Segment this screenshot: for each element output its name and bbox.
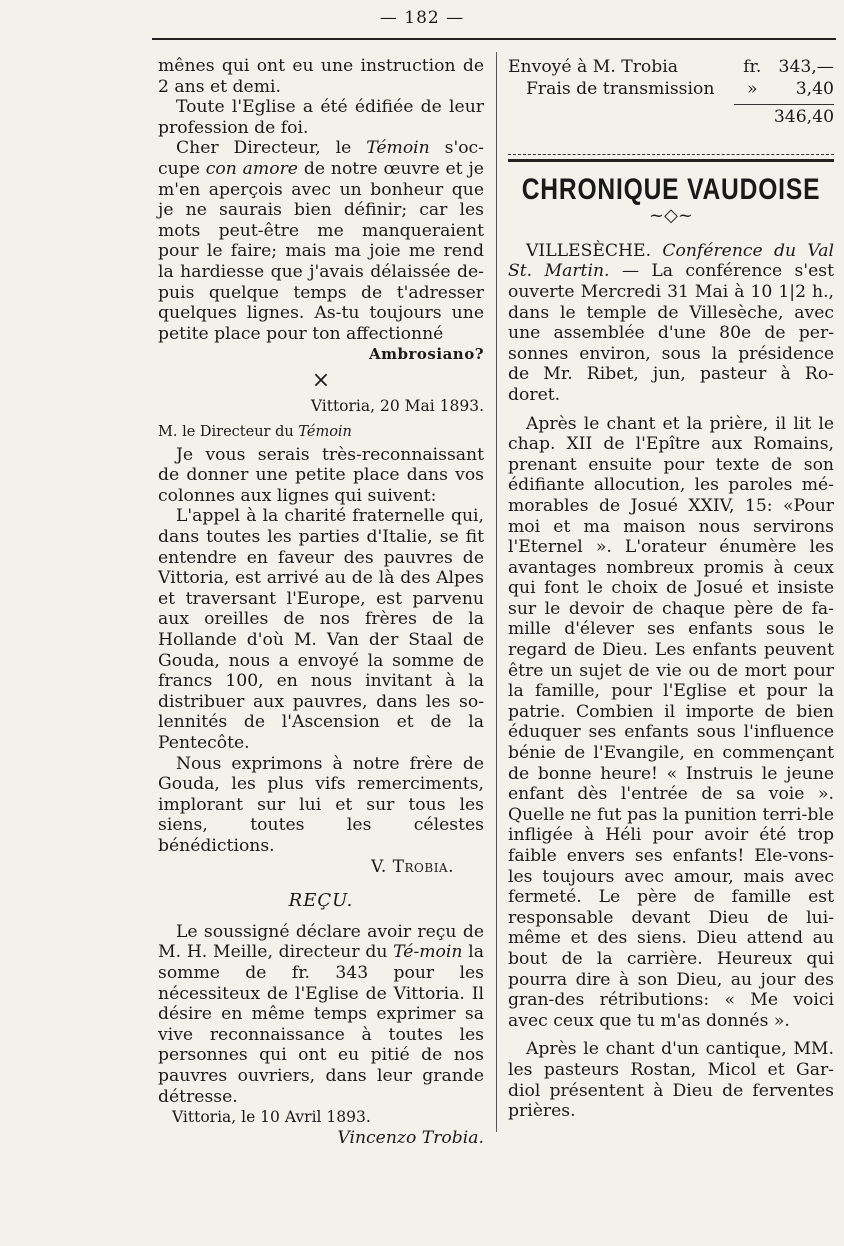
right-column [508, 56, 834, 1122]
ledger-amount: 343,— [778, 57, 834, 77]
paragraph-thanks: Nous exprimons à notre frère de Gouda, les plus vifs remerciments, implorant sur lui et sur tous les siens, toutes les célestes bénédictions. [158, 753, 484, 856]
address-emphasis: Témoin [298, 424, 352, 441]
paragraph-villeseche [508, 241, 834, 406]
ledger-row [508, 78, 834, 100]
column-divider [496, 52, 497, 1132]
signature-trobia: V. Trobia. [371, 856, 454, 877]
dashed-separator [508, 154, 834, 155]
ledger-label: Frais de transmission [526, 79, 715, 99]
spacer [508, 1031, 834, 1039]
paragraph-continuation: mênes qui ont eu une instruction de 2 ans et demi. [158, 56, 484, 97]
conference-title: Conférence du Val St. Martin. [508, 240, 834, 282]
paragraph-request: Je vous serais très-reconnaissant de donner une petite place dans vos colonnes aux lignes qui suivent: [158, 444, 484, 506]
letter-emphasis-con-amore: con amore [205, 158, 298, 179]
receipt-emphasis: Té-moin [393, 942, 463, 963]
receipt-text-b: la somme de fr. 343 pour les nécessiteux de l'Eglise de Vittoria. Il désire en même temps exprimer sa vive reconnaissance à toutes les personnes qui ont eu pitié de nos pauvres ouvriers, dans leur grande détresse. [158, 942, 484, 1107]
paragraph-letter [158, 138, 484, 344]
receipt-signature: Vincenzo Trobia. [337, 1127, 484, 1148]
address-line [158, 422, 484, 443]
paragraph-closing: Après le chant d'un cantique, MM. les pasteurs Rostan, Micol et Gar-diol présentent à Dieu de ferventes prières. [508, 1039, 834, 1122]
receipt-date: Vittoria, le 10 Avril 1893. [172, 1108, 371, 1127]
spacer [508, 406, 834, 414]
receipt-text-a: Le soussigné déclare avoir reçu de M. H. Meille, directeur du [158, 921, 484, 963]
sum-rule [734, 104, 834, 105]
ledger-table [508, 56, 834, 100]
page-number: — 182 — [379, 8, 465, 28]
ledger-row [508, 56, 834, 78]
conference-text: — La conférence s'est ouverte Mercredi 31 Mai à 10 1|2 h., dans le temple de Villesèche, avec une assemblée d'une 80e de per-sonnes environ, sous la présidence de Mr. Ribet, jun, pasteur à Ro-doret. [508, 261, 835, 405]
letter-text-a: Cher Directeur, le [176, 138, 367, 159]
ledger-amount: 3,40 [795, 79, 834, 99]
signature-ambrosiano: Ambrosiano? [369, 345, 484, 364]
header-rule [152, 38, 836, 40]
ledger-currency: fr. [743, 57, 762, 77]
dateline: Vittoria, 20 Mai 1893. [310, 396, 484, 415]
paragraph-edification: Toute l'Eglise a été édifiée de leur profession de foi. [158, 97, 484, 138]
letter-emphasis-temoin: Témoin [366, 138, 430, 159]
ledger-label: Envoyé à M. Trobia [508, 57, 679, 77]
letter-text-c: de notre œuvre et je m'en aperçois avec un bonheur que je ne saurais bien définir; car les mots peut-être me manqueraient pour le faire; mais ma joie me rend la hardiesse que j'avais délaissée de-puis quelque temps de t'adresser quelques lignes. As-tu toujours une petite place pour ton affectionné [158, 158, 484, 344]
ledger-total: 346,40 [773, 107, 834, 127]
chronique-title: CHRONIQUE VAUDOISE [521, 172, 821, 206]
thick-separator [508, 159, 834, 162]
separator-cross: × [311, 367, 331, 393]
address-text: M. le Directeur du [158, 424, 299, 441]
recu-heading: REÇU. [288, 890, 354, 912]
place-name: VILLESÈCHE. [526, 240, 663, 261]
left-column [158, 56, 484, 1148]
ornament-flourish: ~◇~ [648, 205, 693, 227]
letter-text-b: s'oc-cupe [158, 138, 484, 179]
ledger-currency: » [747, 79, 758, 99]
paragraph-sermon: Après le chant et la prière, il lit le chap. XII de l'Epître aux Romains, prenant ensuite pour texte de son édifiante allocution, les paroles mé-morables de Josué XXIV, 15: «Pour moi et ma maison nous servirons l'Eternel ». L'orateur énumère les avantages nombreux promis à ceux qui font le choix de Josué et insiste sur le devoir de chaque père de fa-mille d'élever ses enfants sous le regard de Dieu. Les enfants peuvent être un sujet de vie ou de mort pour la famille, pour l'Eglise et pour la patrie. Combien il importe de bien éduquer ses enfants sous l'influence bénie de l'Evangile, en commençant de bonne heure! « Instruis le jeune enfant dès l'entrée de sa voie ». Quelle ne fut pas la punition terri-ble infligée à Héli pour avoir été trop faible envers ses enfants! Ele-vons-les toujours avec amour, mais avec fermeté. Le père de famille est responsable devant Dieu de lui-même et des siens. Dieu attend au bout de la carrière. Heureux qui pourra dire à son Dieu, au jour des gran-des rétributions: « Me voici avec ceux que tu m'as donnés ». [508, 413, 834, 1031]
paragraph-appeal: L'appel à la charité fraternelle qui, dans toutes les parties d'Italie, se fit entendre en faveur des pauvres de Vittoria, est arrivé au de là des Alpes et traversant l'Europe, est parvenu aux oreilles de nos frères de la Hollande d'où M. Van der Staal de Gouda, nous a envoyé la somme de francs 100, en nous invitant à la distribuer aux pauvres, dans les so-lennités de l'Ascension et de la Pentecôte. [158, 506, 484, 753]
paragraph-receipt [158, 922, 484, 1107]
